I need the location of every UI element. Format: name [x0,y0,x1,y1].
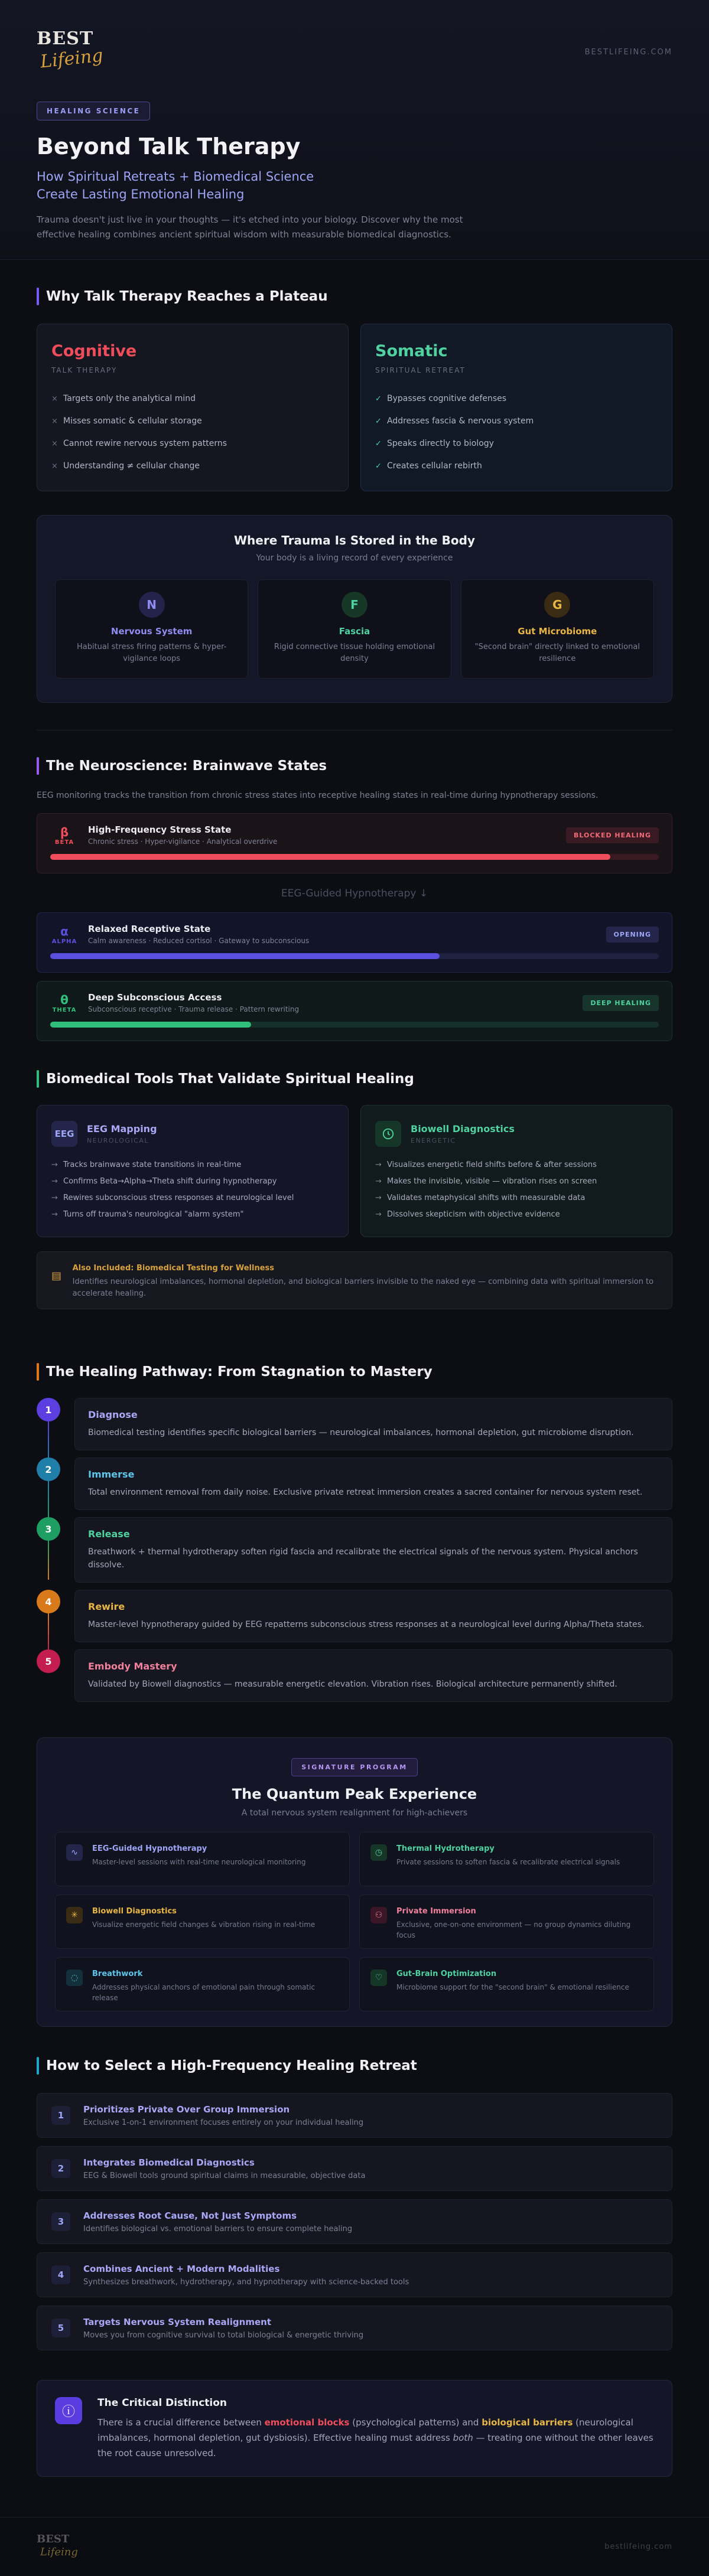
brainwave-title: High-Frequency Stress State [88,824,232,835]
section-title [37,1069,672,1088]
brainwave-card [37,912,672,973]
program-item [55,1832,350,1886]
brainwave-text [88,992,583,1013]
accent-bar [37,2057,39,2075]
program-item-text [396,1970,629,1999]
critical-emphasis: both [453,2432,473,2443]
critical-text-4: — treating one without the other leaves the root cause unresolved. [97,2432,653,2458]
somatic-card [360,324,672,491]
accent-bar [37,757,39,775]
list-item [375,1189,658,1206]
list-item [375,432,658,455]
neuro-title: The Neuroscience: Brainwave States [46,758,327,774]
list-item-text: Misses somatic & cellular storage [63,416,202,426]
also-included-card [37,1251,672,1309]
accent-bar [37,1363,39,1381]
brainwave-card [37,813,672,873]
status-badge: BLOCKED HEALING [566,827,659,843]
tool-header [375,1121,658,1147]
biowell-list [375,1156,658,1222]
criteria-text [83,2210,352,2233]
criteria-desc: Identifies biological vs. emotional barriers to ensure complete healing [83,2224,353,2233]
brainwave-card [37,981,672,1041]
criteria-title: Combines Ancient + Modern Modalities [83,2263,280,2274]
logo-wordmark: BEST [37,28,94,49]
step-title: Diagnose [88,1409,138,1420]
level-bar [50,854,659,860]
step-number: 1 [37,1398,60,1421]
brainwave-text [88,824,566,846]
footer-url-link[interactable]: bestlifeing.com [604,2542,672,2551]
program-item-name: Biowell Diagnostics [92,1907,177,1916]
program-item-desc: Visualize energetic field changes & vibration rising in real-time [92,1920,316,1929]
list-item-text: Cannot rewire nervous system patterns [63,439,227,448]
footer-logo[interactable] [37,2532,78,2562]
program-item-desc: Microbiome support for the "second brain" & emotional resilience [396,1983,629,1991]
step-connector [48,1541,49,1580]
list-item [375,1206,658,1222]
greek-label: ALPHA [51,938,77,945]
trauma-locations [55,579,654,679]
list-item-text: Turns off trauma's neurological "alarm system" [63,1209,244,1219]
check-icon: ✓ [375,461,382,471]
cognitive-list [51,387,334,477]
neuro-intro: EEG monitoring tracks the transition from chronic stress states into receptive healing states in real-time during hypnotherapy sessions. [37,791,599,800]
list-item-text: Dissolves skepticism with objective evidence [387,1209,560,1219]
trauma-location-card [55,579,248,679]
accent-bar [37,288,39,305]
criteria-desc: Moves you from cognitive survival to total biological & energetic thriving [83,2330,364,2340]
eeg-icon: EEG [51,1121,77,1147]
program-item [359,1894,654,1949]
critical-distinction-card [37,2380,672,2477]
criteria-title: Prioritizes Private Over Group Immersion [83,2104,290,2115]
brainwave-header [50,922,659,946]
also-desc: Identifies neurological imbalances, hormonal depletion, and biological barriers invisible to the naked eye — combining data with spiritual immersion to accelerate healing. [72,1277,654,1298]
pathway-step [37,1590,672,1642]
trauma-subtitle: Your body is a living record of every experience [256,553,453,563]
select-title: How to Select a High-Frequency Healing Retreat [46,2058,417,2073]
brainwave-desc: Subconscious receptive · Trauma release · Pattern rewriting [88,1005,300,1013]
pathway-step [37,1398,672,1450]
cognitive-tag: TALK THERAPY [51,366,118,374]
signature-program-card [37,1737,672,2027]
brainwave-text [88,924,606,945]
x-mark-icon: × [51,416,58,426]
location-letter-icon: F [342,592,367,618]
brainwave-title: Deep Subconscious Access [88,992,222,1003]
level-bar-fill [50,953,440,959]
arrow-icon: → [375,1160,382,1169]
criteria-number: 3 [51,2212,70,2231]
level-bar [50,953,659,959]
accent-bar [37,1070,39,1088]
step-number: 3 [37,1517,60,1541]
criteria-text [83,2317,363,2340]
pathway-step [37,1517,672,1583]
status-badge: OPENING [606,927,659,943]
step-title: Embody Mastery [88,1661,177,1672]
clock-icon: ◷ [370,1844,387,1861]
hero-badge: HEALING SCIENCE [37,102,150,120]
brainwave-header [50,823,659,847]
biowell-name: Biowell Diagnostics [411,1123,515,1134]
location-letter-icon: G [544,592,570,618]
program-badge: SIGNATURE PROGRAM [291,1758,418,1776]
list-item [51,1173,334,1189]
emotional-blocks-highlight: emotional blocks [264,2417,350,2428]
criteria-number: 1 [51,2106,70,2125]
biowell-sub: ENERGETIC [411,1137,456,1144]
check-icon: ✓ [375,416,382,426]
level-bar-fill [50,1022,251,1028]
list-item-text: Confirms Beta→Alpha→Theta shift during hypnotherapy [63,1176,277,1186]
section-title [37,1362,672,1381]
greek-label: THETA [52,1006,77,1013]
list-item-text: Understanding ≠ cellular change [63,461,200,471]
neuro-section [0,731,709,1041]
arrow-icon: → [375,1176,382,1186]
criteria-desc: Synthesizes breathwork, hydrotherapy, and hypnotherapy with science-backed tools [83,2277,409,2287]
program-item-desc: Master-level sessions with real-time neurological monitoring [92,1858,306,1866]
brainwave-header [50,991,659,1015]
criteria-title: Addresses Root Cause, Not Just Symptoms [83,2210,297,2221]
list-item [375,1156,658,1173]
trauma-location-card [258,579,451,679]
location-name: Gut Microbiome [518,626,597,637]
list-item [375,455,658,477]
brainwave-desc: Chronic stress · Hyper-vigilance · Analytical overdrive [88,837,278,846]
level-bar-fill [50,854,610,860]
program-grid [55,1832,654,2011]
arrow-icon: → [51,1176,58,1186]
location-desc: Habitual stress firing patterns & hyper-vigilance loops [76,643,227,663]
somatic-tag: SPIRITUAL RETREAT [375,366,466,374]
criteria-item [37,2306,672,2350]
arrow-icon: → [375,1209,382,1219]
step-desc: Breathwork + thermal hydrotherapy soften rigid fascia and recalibrate the electrical signals of the nervous system. Physical anchors dissolve. [88,1547,638,1570]
greek-glyph: α [60,924,69,938]
step-desc: Total environment removal from daily noise. Exclusive private retreat immersion creates a sacred container for nervous system reset. [88,1488,643,1497]
page-title: Beyond Talk Therapy [37,133,301,159]
step-number: 2 [37,1457,60,1481]
location-letter-icon: N [139,592,165,618]
criteria-title: Integrates Biomedical Diagnostics [83,2157,255,2168]
brainwave-title: Relaxed Receptive State [88,924,211,934]
footer [0,2517,709,2576]
cognitive-title: Cognitive [51,342,137,360]
program-item-desc: Exclusive, one-on-one environment — no group dynamics diluting focus [396,1920,631,1939]
people-icon: ⚇ [370,1907,387,1923]
tools-title: Biomedical Tools That Validate Spiritual Healing [46,1071,414,1087]
arrow-icon: → [51,1193,58,1202]
program-subtitle: A total nervous system realignment for high-achievers [241,1808,468,1818]
greek-label: BETA [54,839,74,846]
brainwave-symbol [50,924,79,945]
criteria-text [83,2157,365,2180]
clipboard-icon: ▤ [51,1270,62,1282]
criteria-number: 5 [51,2319,70,2337]
footer-logo-wordmark: BEST [37,2532,70,2545]
sparkle-icon: ✳ [66,1907,83,1923]
program-item [55,1957,350,2011]
biowell-icon [375,1121,401,1147]
trauma-location-card [461,579,654,679]
x-mark-icon: × [51,394,58,403]
program-item-text [396,1907,643,1939]
criteria-desc: Exclusive 1-on-1 environment focuses entirely on your individual healing [83,2118,364,2127]
plateau-title: Why Talk Therapy Reaches a Plateau [46,289,328,304]
tools-section [0,1041,709,1309]
step-number: 5 [37,1649,60,1673]
select-section [0,2027,709,2477]
status-badge: DEEP HEALING [583,995,659,1011]
program-item-desc: Addresses physical anchors of emotional pain through somatic release [92,1983,315,2002]
step-card [74,1398,672,1450]
step-connector [48,1421,49,1460]
biological-barriers-highlight: biological barriers [482,2417,573,2428]
location-name: Nervous System [110,626,193,637]
list-item [375,387,658,410]
greek-glyph: β [60,824,69,839]
step-card [74,1457,672,1510]
program-item [359,1832,654,1886]
step-number: 4 [37,1590,60,1613]
hero-intro: Trauma doesn't just live in your thoughts — it's etched into your biology. Discover why the most effective healing combines ancient spiritual wisdom with measurable biomedical diagnostics. [37,214,463,240]
program-item-text [396,1844,620,1874]
program-item [359,1957,654,2011]
trauma-storage-card [37,515,672,703]
program-item [55,1894,350,1949]
critical-title: The Critical Distinction [97,2397,227,2409]
level-bar [50,1022,659,1028]
program-item-name: Gut-Brain Optimization [396,1970,497,1978]
brainwave-list [37,813,672,1041]
eeg-sub: NEUROLOGICAL [87,1137,149,1144]
program-item-text [92,1907,315,1936]
tools-grid [37,1105,672,1237]
step-card [74,1649,672,1702]
logo-script: Lifeing [39,45,105,73]
brainwave-symbol [50,825,79,846]
x-mark-icon: × [51,461,58,471]
tool-header [51,1121,334,1147]
comparison [37,324,672,491]
x-mark-icon: × [51,439,58,448]
eeg-hypnotherapy-label: EEG-Guided Hypnotherapy ↓ [281,888,428,899]
criteria-item [37,2146,672,2191]
subtitle-line-1: How Spiritual Retreats + Biomedical Science [37,169,314,184]
heart-icon: ♡ [370,1970,387,1986]
step-connector [48,1613,49,1652]
criteria-text [83,2104,363,2127]
section-title [37,757,672,775]
location-desc: Rigid connective tissue holding emotional density [274,643,435,663]
list-item [51,455,334,477]
step-card [74,1517,672,1583]
top-bar [37,28,672,76]
pathway-title: The Healing Pathway: From Stagnation to Mastery [46,1364,432,1380]
eeg-card [37,1105,349,1237]
list-item-text: Bypasses cognitive defenses [387,394,507,403]
list-item [375,1173,658,1189]
step-connector [48,1481,49,1520]
criteria-text [83,2264,409,2287]
step-title: Immerse [88,1469,135,1480]
step-title: Rewire [88,1601,125,1612]
list-item-text: Speaks directly to biology [387,439,494,448]
list-item-text: Creates cellular rebirth [387,461,482,471]
arrow-icon: → [51,1209,58,1219]
program-item-name: Private Immersion [396,1907,476,1916]
criteria-title: Targets Nervous System Realignment [83,2316,271,2327]
trauma-title: Where Trauma Is Stored in the Body [233,533,476,547]
list-item [375,410,658,432]
check-icon: ✓ [375,394,382,403]
program-item-name: Thermal Hydrotherapy [396,1844,495,1853]
greek-glyph: θ [60,992,69,1007]
list-item-text: Makes the invisible, visible — vibration rises on screen [387,1176,597,1186]
step-card [74,1590,672,1642]
hero [0,0,709,260]
critical-text-2: (psychological patterns) and [349,2417,482,2428]
pathway-steps [37,1398,672,1702]
arrow-icon: → [51,1160,58,1169]
list-item-text: Tracks brainwave state transitions in real-time [63,1160,242,1169]
brainwave-symbol [50,993,79,1013]
brainwave-desc: Calm awareness · Reduced cortisol · Gateway to subconscious [88,937,310,945]
subtitle-line-2: Create Lasting Emotional Healing [37,187,245,201]
biowell-card [360,1105,672,1237]
eeg-list [51,1156,334,1222]
step-desc: Biomedical testing identifies specific biological barriers — neurological imbalances, hormonal depletion, gut microbiome disruption. [88,1428,634,1437]
page-subtitle [37,168,672,203]
criteria-number: 4 [51,2265,70,2284]
info-icon: ⓘ [55,2397,82,2424]
list-item-text: Targets only the analytical mind [63,394,196,403]
section-title [37,287,672,306]
plateau-section [0,260,709,703]
step-title: Release [88,1528,130,1540]
list-item-text: Addresses fascia & nervous system [387,416,534,426]
step-desc: Master-level hypnotherapy guided by EEG repatterns subconscious stress responses at a neurological level during Alpha/Theta states. [88,1620,645,1629]
pathway-step [37,1457,672,1510]
site-logo[interactable] [37,28,105,76]
program-item-desc: Private sessions to soften fascia & recalibrate electrical signals [396,1858,620,1866]
list-item-text: Validates metaphysical shifts with measurable data [387,1193,586,1202]
pathway-section [0,1309,709,2027]
list-item [51,410,334,432]
somatic-title: Somatic [375,342,448,360]
list-item [51,387,334,410]
list-item [51,1189,334,1206]
criteria-item [37,2093,672,2138]
list-item-text: Visualizes energetic field shifts before & after sessions [387,1160,597,1169]
criteria-item [37,2252,672,2297]
list-item [51,1206,334,1222]
pathway-step [37,1649,672,1702]
somatic-list [375,387,658,477]
section-title [37,2056,672,2075]
program-item-text [92,1970,339,2002]
list-item [51,1156,334,1173]
critical-text-1: There is a crucial difference between [97,2417,265,2428]
list-item-text: Rewires subconscious stress responses at neurological level [63,1193,294,1202]
step-desc: Validated by Biowell diagnostics — measurable energetic elevation. Vibration rises. Biological architecture permanently shifted. [88,1680,617,1689]
criteria-item [37,2199,672,2244]
program-item-name: Breathwork [92,1970,143,1978]
list-item [51,432,334,455]
location-desc: "Second brain" directly linked to emotional resilience [474,643,640,663]
also-title: Also Included: Biomedical Testing for Wellness [72,1264,275,1273]
critical-text-3: (neurological imbalances, hormonal depletion, gut dysbiosis). Effective healing must address [97,2417,633,2443]
program-item-name: EEG-Guided Hypnotherapy [92,1844,207,1853]
program-item-text [92,1844,306,1874]
breath-icon: ◌ [66,1970,83,1986]
check-icon: ✓ [375,439,382,448]
footer-logo-script: Lifeing [40,2545,78,2558]
location-name: Fascia [339,626,370,637]
wave-icon: ∿ [66,1844,83,1861]
cognitive-card [37,324,349,491]
criteria-desc: EEG & Biowell tools ground spiritual claims in measurable, objective data [83,2171,366,2180]
select-list [37,2093,672,2350]
criteria-number: 2 [51,2159,70,2178]
critical-text [97,2415,654,2461]
program-title: The Quantum Peak Experience [232,1786,477,1802]
eeg-name: EEG Mapping [87,1123,157,1134]
arrow-icon: → [375,1193,382,1202]
site-url-link[interactable]: BESTLIFEING.COM [584,47,672,57]
